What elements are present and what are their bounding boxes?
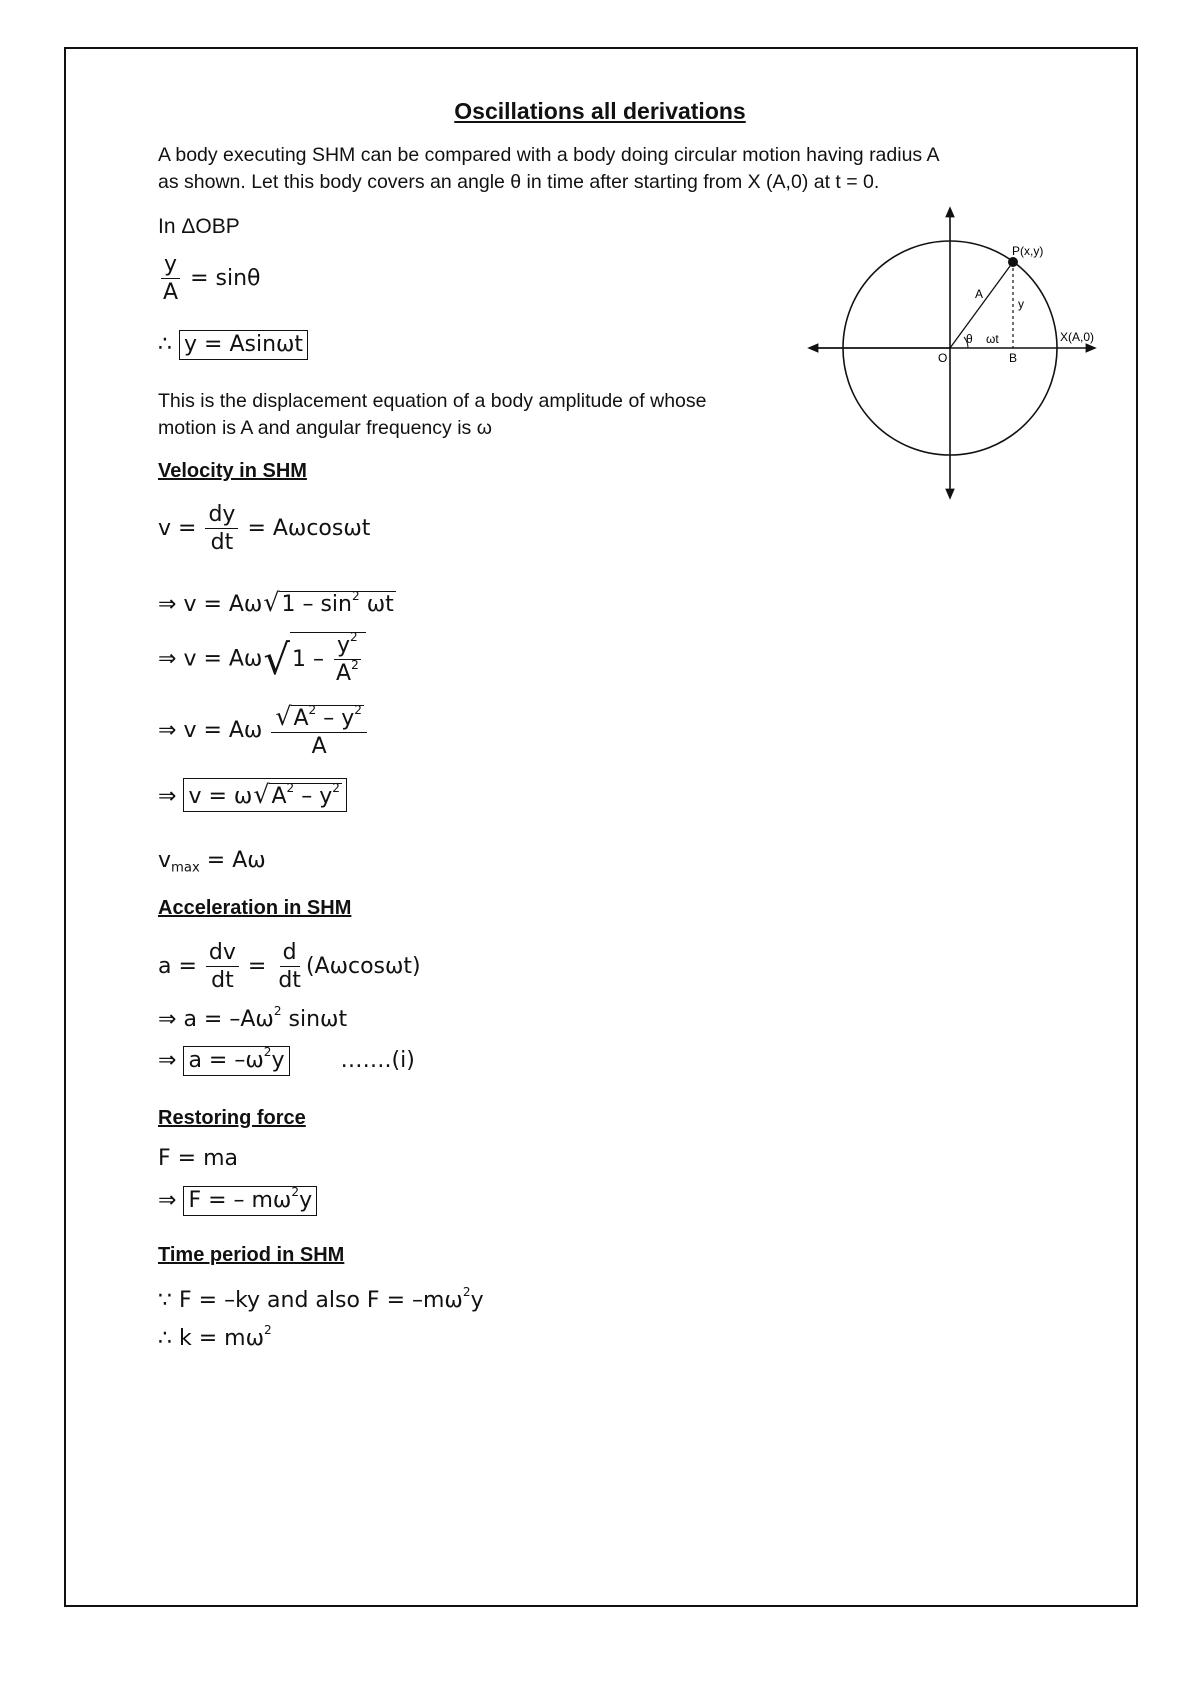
displacement-note-1: This is the displacement equation of a body amplitude of whose xyxy=(158,390,707,412)
velocity-line-3: ⇒ v = Aω√1 – $\frac{y^2}{A^2}$ xyxy=(158,632,366,687)
restoring-result-box: F = – $m\omega^2y$ xyxy=(183,1186,317,1216)
displacement-equation: ∴ y = Asinωt xyxy=(158,330,308,360)
velocity-line-2: ⇒ $v = A\omega√1 - \sin^2 \omega t$ xyxy=(158,588,394,617)
sin-ratio-equation: $\frac{y}{A}$ = sinθ xyxy=(163,252,261,306)
vmax-equation: $v_{max} = A\omega$ xyxy=(158,848,266,876)
velocity-line-4: ⇒ v = Aω $\frac{√A^2 - y^2}{A}$ xyxy=(158,702,369,760)
acceleration-heading: Acceleration in SHM xyxy=(158,897,352,919)
equation-tag-i: …….(i) xyxy=(340,1048,415,1073)
intro-line-1: A body executing SHM can be compared with a body doing circular motion having radius A xyxy=(158,144,940,166)
acceleration-line-1: a = $\frac{dv}{dt}$ = $\frac{d}{dt}$ (Aωcosωt) xyxy=(158,940,421,994)
acceleration-result-box: $a = -\omega^2y$ xyxy=(183,1046,289,1076)
triangle-caption: In ΔOBP xyxy=(158,215,240,238)
label-o: O xyxy=(938,351,948,365)
point-p xyxy=(1008,257,1018,267)
label-b: B xyxy=(1009,351,1018,365)
intro-line-2: as shown. Let this body covers an angle θ in time after starting from X (A,0) at t = 0. xyxy=(158,171,880,193)
time-period-line-1: ∵ F = –ky and also $F = -m\omega^2y$ xyxy=(158,1285,484,1313)
time-period-heading: Time period in SHM xyxy=(158,1244,345,1266)
time-period-line-2: ∴ $k = m\omega^2$ xyxy=(158,1323,272,1351)
restoring-line-2: ⇒ F = – $m\omega^2y$ xyxy=(158,1186,317,1216)
label-p: P(x,y) xyxy=(1012,244,1044,258)
displacement-note-2: motion is A and angular frequency is ω xyxy=(158,417,492,439)
shm-circle-diagram xyxy=(800,205,1120,505)
label-wt: ωt xyxy=(986,332,999,346)
page-title: Oscillations all derivations xyxy=(454,98,746,124)
velocity-result-box: $v = \omega√A^2 - y^2$ xyxy=(183,778,346,812)
displacement-result-box: y = Asinωt xyxy=(179,330,308,360)
label-y: y xyxy=(1018,297,1024,311)
label-theta: θ xyxy=(966,332,973,346)
acceleration-line-3: ⇒ $a = -\omega^2y$ …….(i) xyxy=(158,1046,415,1076)
velocity-heading: Velocity in SHM xyxy=(158,460,307,482)
acceleration-line-2: ⇒ $a = -A\omega^2$ sinωt xyxy=(158,1004,348,1032)
velocity-line-1: v = $\frac{dy}{dt}$ = Aωcosωt xyxy=(158,502,371,556)
restoring-force-heading: Restoring force xyxy=(158,1107,306,1129)
velocity-line-5: ⇒ $v = \omega√A^2 - y^2$ xyxy=(158,778,347,812)
label-a: A xyxy=(975,287,984,301)
restoring-line-1: F = ma xyxy=(158,1146,238,1171)
radius-op xyxy=(950,262,1013,348)
label-x: X(A,0) xyxy=(1060,330,1095,344)
